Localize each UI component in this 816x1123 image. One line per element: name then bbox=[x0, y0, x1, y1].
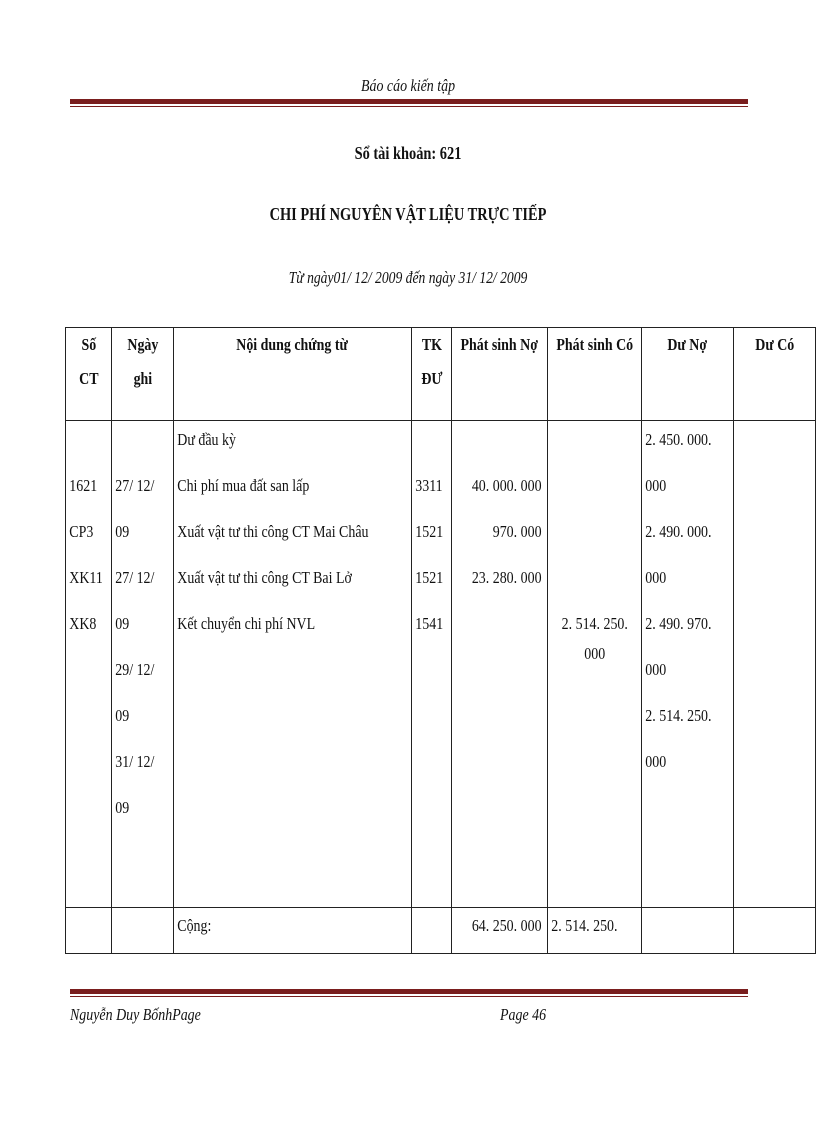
cell-ngay-ghi: 27/ 12/ 09 27/ 12/ 09 29/ 12/ 09 31/ 12/ 09 bbox=[111, 421, 173, 908]
ledger-period: Từ ngày01/ 12/ 2009 đến ngày 31/ 12/ 2009 bbox=[288, 268, 528, 287]
total-label: Cộng: bbox=[173, 908, 411, 954]
col-header-du-co: Dư Có bbox=[734, 328, 816, 421]
total-du-co bbox=[734, 908, 816, 954]
total-cell-ngay-ghi bbox=[111, 908, 173, 954]
ledger-subject-title: CHI PHÍ NGUYÊN VẬT LIỆU TRỰC TIẾP bbox=[269, 204, 547, 224]
col-header-phat-sinh-co: Phát sinh Có bbox=[547, 328, 642, 421]
col-header-phat-sinh-no: Phát sinh Nợ bbox=[452, 328, 547, 421]
total-cell-so-ct bbox=[66, 908, 112, 954]
cell-so-ct: 1621 CP3 XK11 XK8 bbox=[66, 421, 112, 908]
total-phat-sinh-co: 2. 514. 250. bbox=[547, 908, 642, 954]
table-body-row bbox=[66, 421, 816, 908]
col-header-du-no: Dư Nợ bbox=[642, 328, 734, 421]
cell-du-no: 2. 450. 000. 000 2. 490. 000. 000 2. 490. 970. 000 2. 514. 250. 000 bbox=[642, 421, 734, 908]
total-du-no bbox=[642, 908, 734, 954]
cell-du-co bbox=[734, 421, 816, 908]
ledger-table bbox=[65, 327, 816, 954]
col-header-noi-dung: Nội dung chứng từ bbox=[173, 328, 411, 421]
cell-phat-sinh-no: 40. 000. 000 970. 000 23. 280. 000 bbox=[452, 421, 547, 908]
ledger-account-title: Sổ tài khoản: 621 bbox=[354, 143, 462, 163]
footer-rule bbox=[70, 989, 748, 997]
header-title: Báo cáo kiến tập bbox=[360, 76, 456, 95]
cell-phat-sinh-co: 2. 514. 250. 000 bbox=[547, 421, 642, 908]
footer-page-number: Page 46 bbox=[500, 1005, 547, 1024]
col-header-so-ct: Số CT bbox=[66, 328, 112, 421]
cell-tk-du: 3311 1521 1521 1541 bbox=[412, 421, 452, 908]
col-header-ngay-ghi: Ngày ghi bbox=[111, 328, 173, 421]
table-total-row bbox=[66, 908, 816, 954]
total-phat-sinh-no: 64. 250. 000 bbox=[452, 908, 547, 954]
table-header-row bbox=[66, 328, 816, 421]
col-header-tk-du: TK ĐƯ bbox=[412, 328, 452, 421]
total-cell-tk-du bbox=[412, 908, 452, 954]
cell-noi-dung: Dư đầu kỳ Chi phí mua đất san lấp Xuất vật tư thi công CT Mai Châu Xuất vật tư thi công CT Bai Lở Kết chuyển chi phí NVL bbox=[173, 421, 411, 908]
header-rule bbox=[70, 99, 748, 107]
footer-author: Nguyễn Duy BốnhPage bbox=[70, 1005, 201, 1024]
